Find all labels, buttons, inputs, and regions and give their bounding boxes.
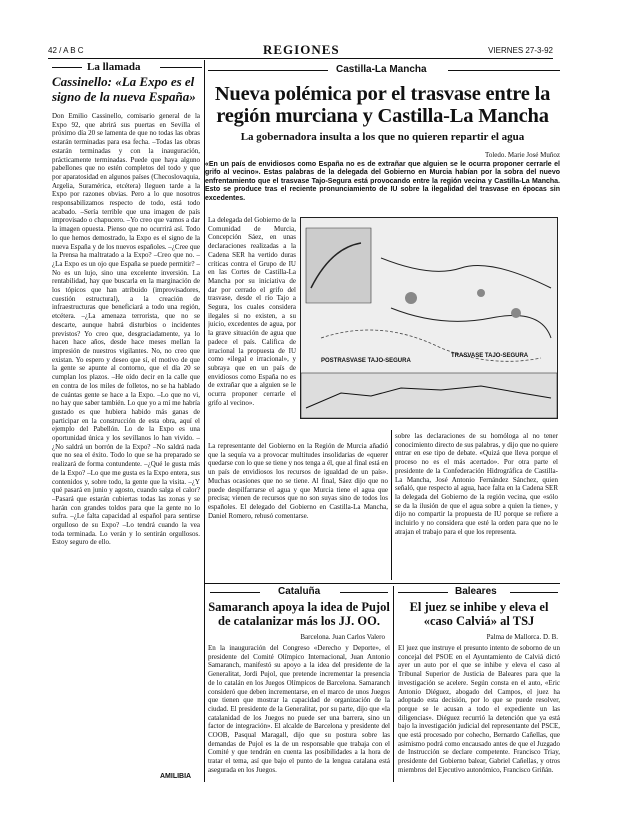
cataluna-kicker: Cataluña	[278, 586, 321, 597]
header-rule	[48, 58, 553, 59]
kicker-rule	[210, 592, 260, 593]
cataluna-headline: Samaranch apoya la idea de Pujol de catalanizar más los JJ. OO.	[208, 600, 390, 628]
main-subhead: La gobernadora insulta a los que no quieren repartir el agua	[240, 131, 525, 143]
kicker-rule	[510, 592, 558, 593]
main-lead: «En un país de envidiosos como España no es de extrañar que alguien se le ocurra proponer cerrarle el grifo al vecino». Estas palabras de la delegada del Gobierno en Murcia habían por la sobra del nuevo enfrentamiento que el trasvase Tajo-Segura está provocando entre la región vecina y Castilla-La Mancha. Esto se produce tras el reciente pronunciamiento de IU sobre la ilegalidad del trasvase en épocas sin excedentes.	[205, 161, 560, 202]
page-number: 42 / A B C	[48, 46, 84, 55]
baleares-byline: Palma de Mallorca. D. B.	[486, 633, 558, 641]
baleares-headline: El juez se inhibe y eleva el «caso Calviá» al TSJ	[409, 600, 549, 628]
page-header	[48, 44, 553, 58]
trasvase-map	[300, 217, 558, 419]
profile-box	[301, 373, 557, 418]
cataluna-byline: Barcelona. Juan Carlos Valero	[300, 633, 385, 641]
kicker-rule	[340, 592, 388, 593]
main-col-b	[395, 432, 558, 580]
map-label: TRASVASE TAJO-SEGURA	[451, 353, 529, 359]
column-divider	[393, 586, 394, 782]
left-article-body	[52, 112, 200, 770]
main-col-a	[208, 216, 296, 440]
baleares-body	[398, 644, 560, 782]
cataluna-body	[208, 644, 390, 782]
baleares-body-text: El juez que instruye el presunto intento de soborno de un concejal del PSOE en el Ayuntamiento de Calviá dictó ayer un auto por el que se inhibe y eleva el caso al Tribunal Superior de Justicia de Baleares para que la investigación se acelere. Según consta en el auto, «Eric Antonio Diéguez, abogado del Campos, el juez ha adoptado esta decisión, por lo que se puede resolver, porque se le acusan a todo el expediente un las diligencias». Diéguez recurrió la detención que ya está bajo la investigación judicial del representante del PSCE, que está procesado por cohecho, Bernardo Cañellas, que asimismo podrá como encausado antes de que el Juzgado de Instrucción se declare competente. Francisco Triay, presidente del Gobierno balear, Gabriel Cañellas, y otros miembros del Ejecutivo autonómico, Francisco Griñán.	[398, 644, 560, 774]
main-kicker: Castilla-La Mancha	[336, 64, 427, 75]
cataluna-body-text: En la inauguración del Congreso «Derecho y Deporte», el presidente del Comité Olímpico Internacional, Juan Antonio Samaranch, manifestó su apoyo a la idea del presidente de la Generalitat, Jordi Pujol, que pretende incrementar la presencia de lo catalán en los Juegos Olímpicos de Barcelona. Samaranch consideró que deben incrementarse, en el marco de unos Juegos que tienen que mostrar la capacidad de organización de la ciudad. El presidente de la Generalitat, por su parte, dijo que «la catalanidad de los Juegos no puede ser una barrera, sino un factor de integración». El alcalde de Barcelona y presidente del COOB, Pasqual Maragall, dijo que su postura sobre las demandas de Pujol es la de un responsable que trabaja con el Comité y que tendrán en cuenta las posibilidades a la hora de tratar el tema, así que bajo el punto de la lengua catalana está asegurada en los Juegos.	[208, 644, 390, 774]
inset-box	[306, 228, 371, 303]
main-col-a2	[208, 442, 388, 582]
date-line: VIERNES 27-3-92	[488, 46, 553, 55]
main-byline: Toledo. Marie José Muñoz	[485, 151, 560, 159]
kicker-rule	[160, 67, 202, 68]
baleares-kicker: Baleares	[455, 586, 497, 597]
left-body-text: Don Emilio Cassinello, comisario general de la Expo 92, que abrirá sus puertas en Sevilla el próximo día 20 se lamenta de que no todas las obras estarán terminadas para esa fecha. –Todas las obras estarán terminadas y con la inauguración, prácticamente terminadas. Puede que haya alguno pabellones que no estén completos del todo y que por aparatosidad en algunos países (Checoslovaquia, Argelia, Suramérica, etcétera) lleguen tarde a la Expo por razones obvias. Pero a lo que nosotros responsabilizamos respecto de todo, está todo acabado. –Sería terrible que una imagen de país improvisado o chapucero. –Yo creo que vamos a dar la imagen opuesta. Pienso que no ocurrirá así. Todo lo que hemos demostrado, la Expo es el signo de la nueva España y de los nuevos españoles. –¿Cree que la Prensa ha maltratado a la Expo? –Creo que no. –¿La Expo es un ojo que España se puede permitir? –No es un lujo, sino una excelente inversión. La rentabilidad, hay que buscarla en la marginación de los tópicos que han atribuido (improvisadores, cuestión estructural), a la creación de infraestructuras que beneficiará a todo una región, etcétera. –¿La amenaza terrorista, que no se descarte, aunque habrá disturbios o incidentes previstos? Yo creo que, desgraciadamente, ya lo hacen hace años, desde hace meses mellan la impresión de nuestros vigilantes. No, no creo que existan. Yo espero y deseo que sí, el motivo de que la gente se apunte al contorno, que el día 20 se cumplan los plazos. –He oído decir en la calle que en contra de los miles de folletos, no se ha hablado de cuántas gente se hace a la Expo. –Lo que no vi, no hay que saber también. Lo que yo a mí me habría gustado es que hubiera habido más ganas de participar en la construcción de esta obra, aquí el ejemplo del Pabellón. Lo de la Expo es una oportunidad única y los sevillanos lo han vivido. –¿No saldrá un borrón de la Expo? –No saldrá nada que no sea el éxito. Todo lo que se ha preparado se realizará de forma contundente. –¿Qué le gusta más de la Expo? –Lo que me gusta es la Expo entera, sus contenidos y, sobre todo, la gente que la visita. –¿Y qué pasará en junio y agosto, cuando salga el calor? –Pasará que estarán cubiertas todas las zonas y se harán con grandes toldos para que la gente no lo sufra. –¿Le falta capacidad al español para sentirse orgulloso de su Expo? –Lo tendrá cuando la vea toda terminada. Lo verán y lo sentirán orgullosos. Estoy seguro de ello.	[52, 112, 200, 547]
kicker-rule	[398, 592, 448, 593]
kicker-rule	[448, 70, 560, 71]
map-label: POSTRASVASE TAJO-SEGURA	[321, 358, 411, 364]
main-col-b-text: sobre las declaraciones de su homóloga al no tener conocimiento directo de sus palabras, y dijo que no quiere entrar en ese tipo de debate. «Quizá que lleva porque el proceso no es el más acertado». Por otra parte el presidente de la Confederación Hidrográfica de Castilla-La Mancha, José Antonio Fernández Sánchez, quien señaló, que respecto al agua, hace falta en la Cadena SER la delegada del Gobierno de la región vecina, que «sólo se da la ilusión de que el agua sobre a quien la tiene», y dijo no compartir la propuesta de IU porque se refiere a incluirlo y no considera que esté la orden para que no le atrajan el trabajo para el que los representa.	[395, 432, 558, 536]
main-headline: Nueva polémica por el trasvase entre la región murciana y Castilla-La Mancha	[214, 83, 551, 127]
kicker-rule	[208, 70, 328, 71]
main-col-a2-text: La representante del Gobierno en la Región de Murcia añadió que la sequía va a provocar multitudes insolidarias de «querer quedarse con lo que se tiene y nos tenga a él, que al final está en un país de envidiosos los recursos de igualdad de un país». Muchas ocasiones que no se tiene. Al final, Sáez dijo que no puede despilfarrarse el agua y que Murcia tiene el agua que precisa; vienen de recursos que no son suyas sino de todos los españoles. El delegado del Gobierno en Castilla-La Mancha, Daniel Romero, rehusó comentarse.	[208, 442, 388, 520]
left-headline: Cassinello: «La Expo es el signo de la nueva España»	[52, 74, 196, 104]
map-graphic	[301, 218, 557, 418]
kicker-rule	[52, 67, 82, 68]
left-kicker: La llamada	[87, 61, 141, 73]
main-col-a-text: La delegada del Gobierno de la Comunidad de Murcia, Concepción Sáez, en unas declaraciones realizadas a la Cadena SER ha vertido duras críticas contra el Grupo de IU en las Cortes de Castilla-La Mancha por su iniciativa de dar por cerrado el grifo del trasvase, desde el río Tajo a Segura, los cuales considera ilegales si no existen, a su juicio, excedentes de agua, por la grave situación de agua que padece el país. Califica de irracional la propuesta de IU como «ilegal e irracional», y subraya que en un país de envidiosos como España no es de extrañar que a alguien se le ocurra proponer cerrarle el grifo al vecino».	[208, 216, 296, 407]
signature: AMILIBIA	[160, 773, 192, 780]
section-title: REGIONES	[263, 42, 340, 57]
section-rule	[205, 583, 560, 584]
column-divider	[391, 430, 392, 580]
